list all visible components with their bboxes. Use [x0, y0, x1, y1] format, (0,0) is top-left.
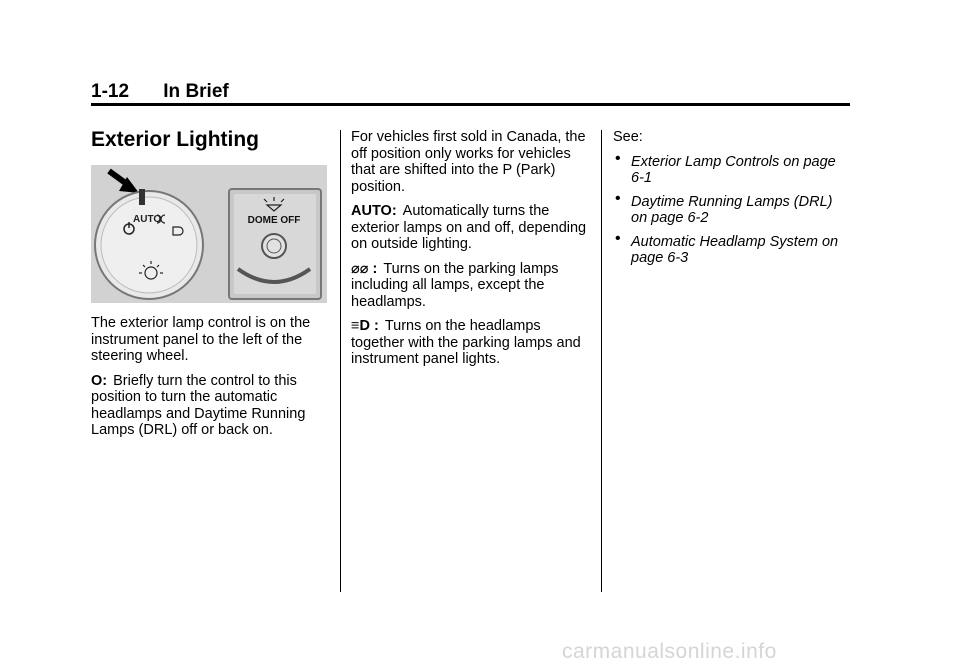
parking-text: Turns on the parking lamps including all lamps, except the headlamps.: [351, 260, 559, 310]
canada-paragraph: For vehicles first sold in Canada, the off position only works for vehicles that are shifted into the P (Park) position.: [351, 129, 586, 195]
auto-paragraph: [351, 203, 593, 253]
exterior-lamp-control-figure: [91, 165, 327, 303]
knob-auto-label: AUTO: [133, 214, 162, 225]
headlamp-symbol-icon: ≡D :: [351, 318, 379, 334]
column-1: [91, 315, 331, 447]
section-title: Exterior Lighting: [91, 128, 259, 151]
auto-term: AUTO:: [351, 203, 397, 219]
knob-indicator: [139, 189, 145, 205]
column-divider-2: [601, 130, 602, 592]
reference-item[interactable]: • Exterior Lamp Controls on page 6-1: [615, 149, 836, 186]
section-name: In Brief: [163, 81, 229, 102]
column-2: [351, 129, 593, 376]
column-3: [613, 129, 849, 274]
auto-text: Automatically turns the exterior lamps on and off, depending on outside lighting.: [351, 203, 587, 252]
watermark: carmanualsonline.info: [562, 640, 777, 663]
see-label: See:: [613, 129, 643, 145]
power-off-icon: O:: [91, 372, 108, 389]
dome-button: [262, 234, 286, 258]
column-divider-1: [340, 130, 341, 592]
parking-paragraph: [351, 261, 593, 311]
dome-off-label: DOME OFF: [247, 215, 301, 226]
header-rule: [91, 103, 850, 106]
off-paragraph: [91, 373, 331, 439]
reference-list: [613, 149, 849, 267]
headlamps-paragraph: [351, 318, 593, 368]
intro-paragraph: The exterior lamp control is on the instrument panel to the left of the steering wheel.: [91, 315, 311, 364]
page-header: [91, 81, 229, 103]
off-text: Briefly turn the control to this position to turn the automatic headlamps and Daytime Running Lamps (DRL) off or back on.: [91, 372, 306, 438]
page-number: 1-12: [91, 81, 130, 102]
reference-item[interactable]: • Automatic Headlamp System on page 6-3: [615, 229, 839, 266]
reference-item[interactable]: • Daytime Running Lamps (DRL) on page 6-2: [615, 189, 833, 226]
headlamps-text: Turns on the headlamps together with the parking lamps and instrument panel lights.: [351, 318, 581, 367]
parking-lamp-symbol-icon: ⌀⌀ :: [351, 260, 378, 277]
